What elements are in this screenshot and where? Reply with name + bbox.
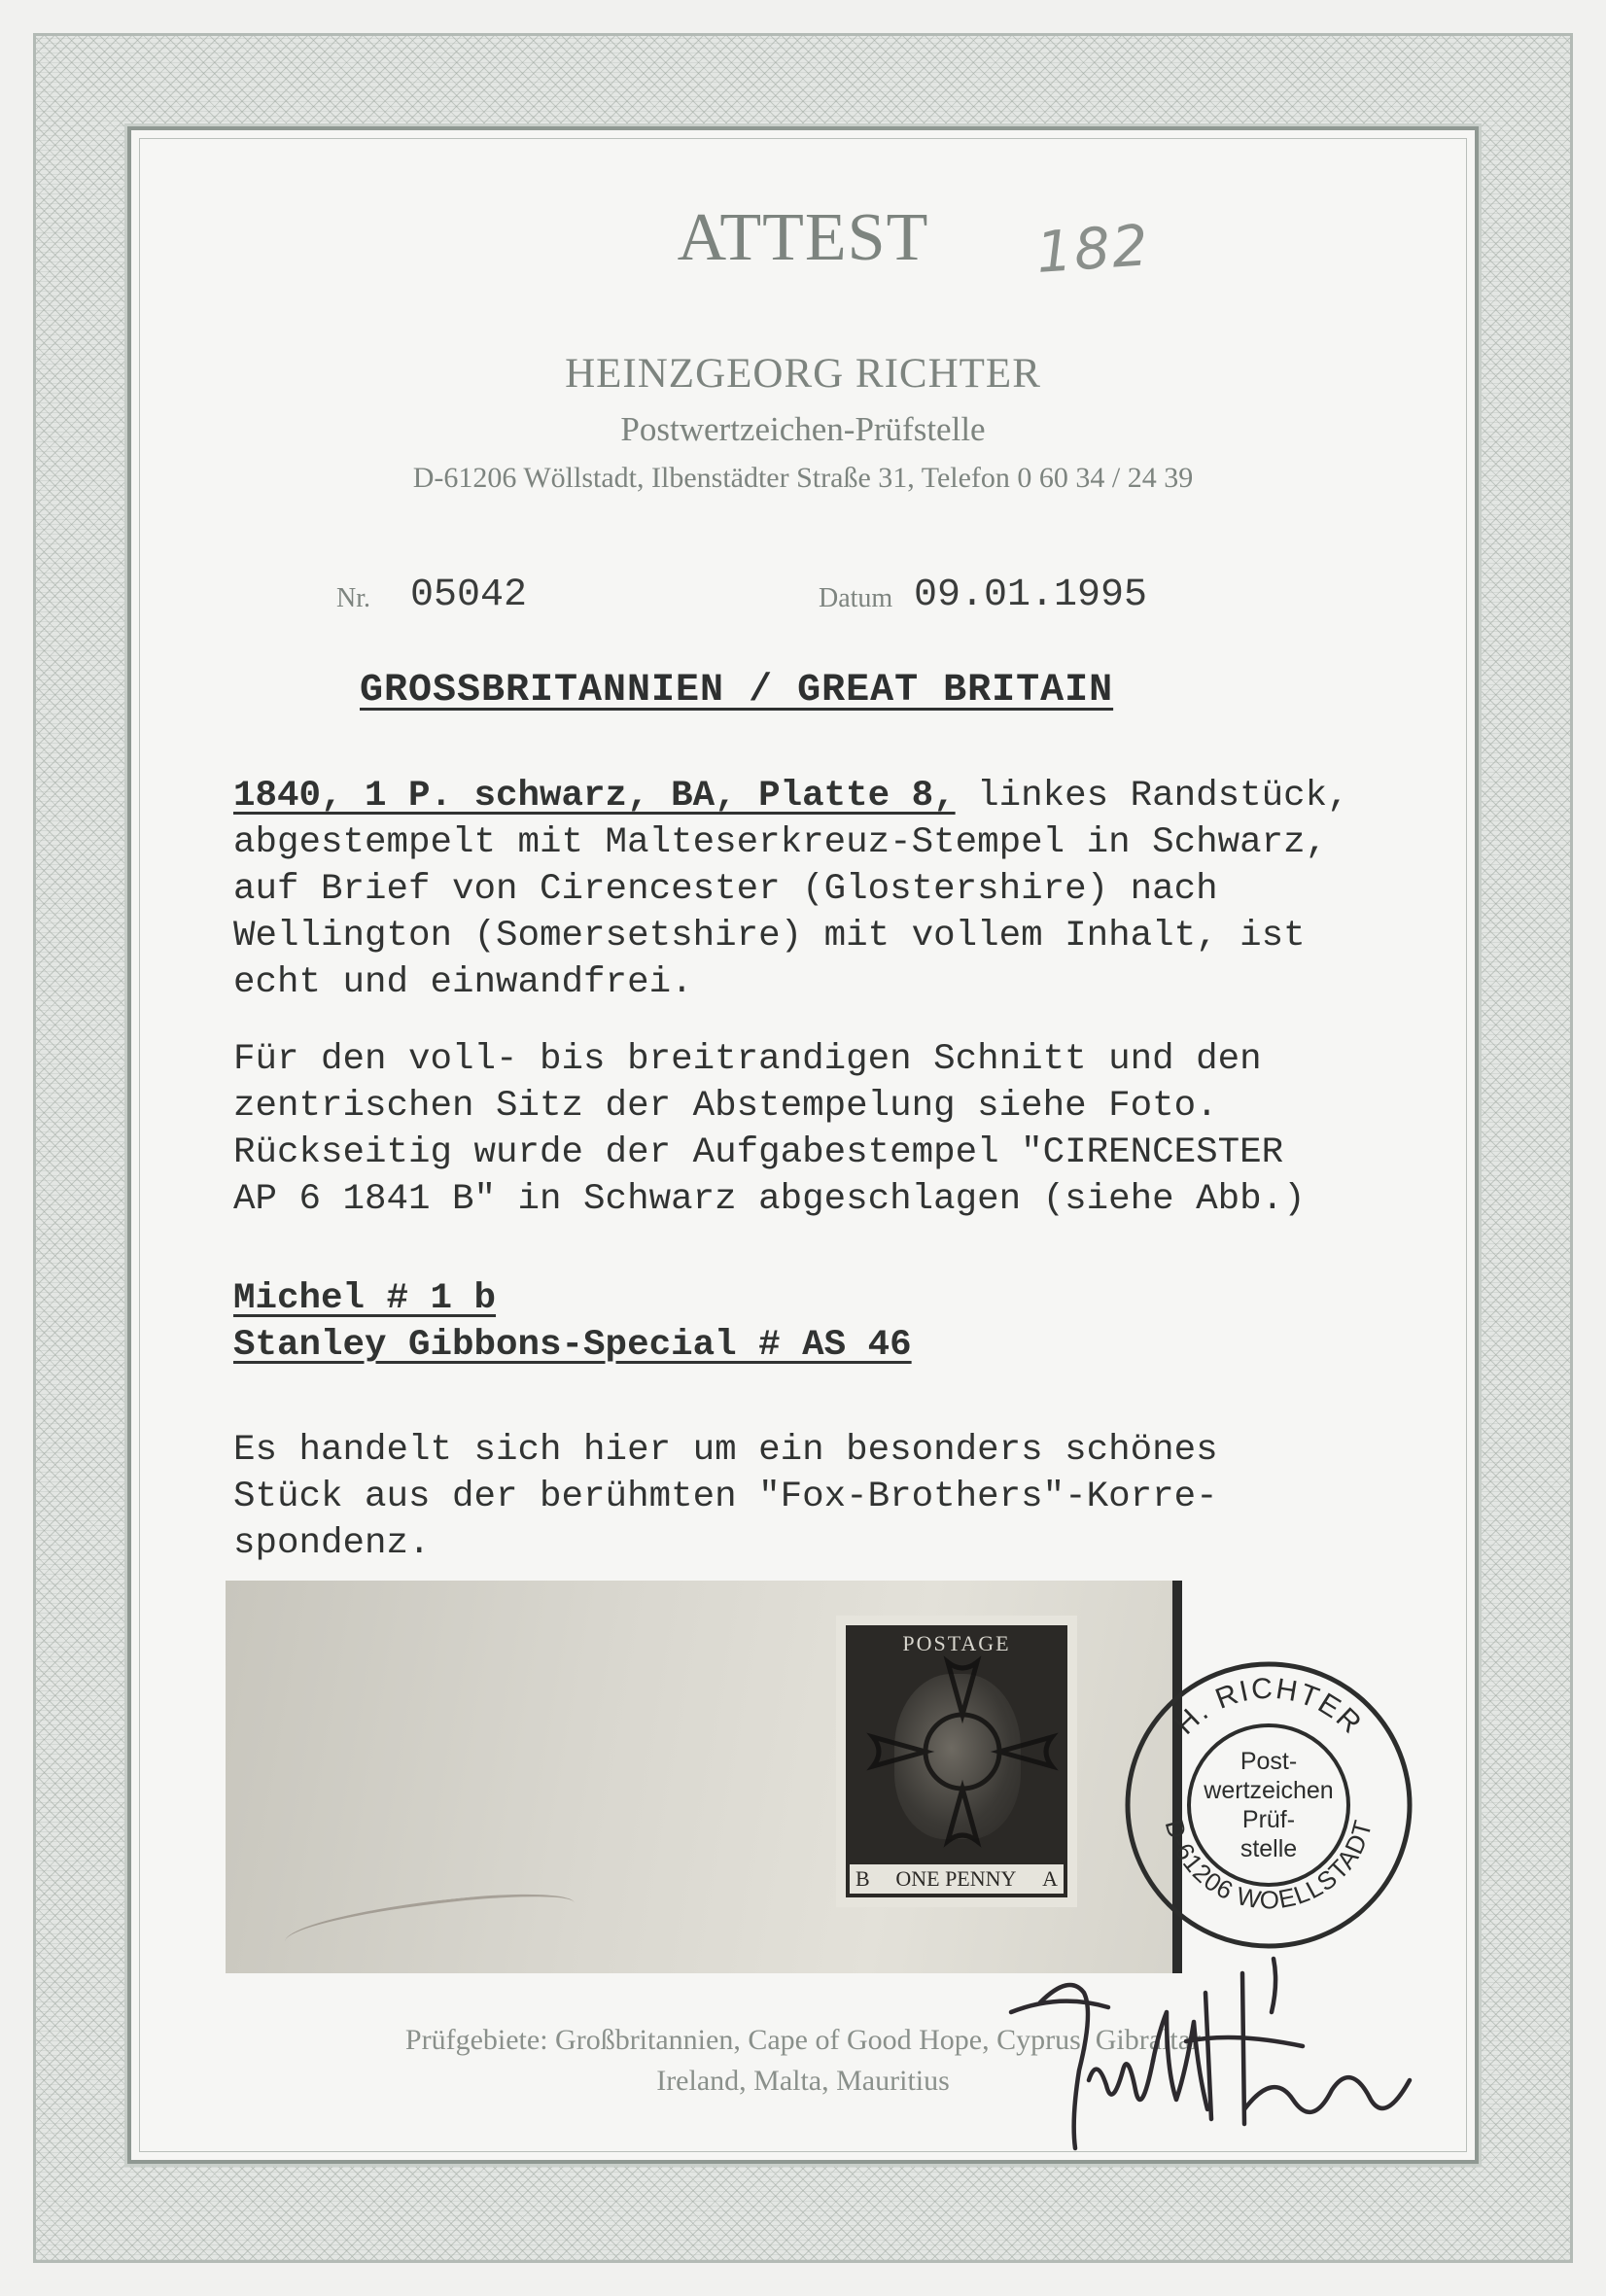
- description-line-0: linkes Randstück,: [955, 776, 1349, 817]
- seal-top-text: H. RICHTER: [1169, 1672, 1369, 1741]
- seal-line-1: Post-: [1239, 1748, 1298, 1775]
- cover-paper: [226, 1581, 1170, 1973]
- seal-line-4: stelle: [1239, 1835, 1298, 1862]
- description-line-4: echt und einwandfrei.: [233, 962, 693, 1003]
- stamp-top-label: POSTAGE: [902, 1631, 1011, 1655]
- seal-bottom-text: D-61206 WOELLSTADT: [1159, 1816, 1379, 1915]
- remark-line-1: Es handelt sich hier um ein besonders schönes: [233, 1430, 1218, 1471]
- catalog-numbers: [233, 1275, 912, 1369]
- margins-line-4: AP 6 1841 B" in Schwarz abgeschlagen (siehe Abb.): [233, 1179, 1306, 1220]
- description-line-2: auf Brief von Cirencester (Glostershire) nach: [233, 869, 1218, 910]
- margins-line-3: Rückseitig wurde der Aufgabestempel "CIRENCESTER: [233, 1132, 1284, 1173]
- datum-value: 09.01.1995: [914, 574, 1148, 617]
- handwriting-trace: [283, 1886, 577, 1958]
- expertise-areas-line-2: Ireland, Malta, Mauritius: [656, 2065, 950, 2097]
- penny-black-stamp: [836, 1616, 1077, 1907]
- country-heading: GROSSBRITANNIEN / GREAT BRITAIN: [360, 669, 1114, 713]
- remark-paragraph: [233, 1427, 1218, 1567]
- handwritten-number: 182: [1033, 212, 1152, 286]
- expertise-areas-line-1: Prüfgebiete: Großbritannien, Cape of Good Hope, Cyprus, Gibraltar: [404, 2024, 1202, 2056]
- remark-line-2: Stück aus der berühmten "Fox-Brothers"-Korre-: [233, 1477, 1218, 1517]
- datum-label: Datum: [819, 583, 893, 613]
- richter-seal-icon: [1118, 1654, 1419, 1956]
- stanley-gibbons-number: Stanley Gibbons-Special # AS 46: [233, 1325, 912, 1366]
- signature-icon: [982, 1954, 1439, 2177]
- remark-line-3: spondenz.: [233, 1523, 431, 1564]
- company-subtitle: Postwertzeichen-Prüfstelle: [620, 410, 986, 448]
- company-name: HEINZGEORG RICHTER: [565, 351, 1041, 397]
- nr-value: 05042: [410, 574, 528, 617]
- margins-paragraph: [233, 1036, 1306, 1223]
- margins-line-1: Für den voll- bis breitrandigen Schnitt und den: [233, 1039, 1262, 1080]
- seal-line-2: wertzeichen: [1204, 1777, 1334, 1804]
- description-line-1: abgestempelt mit Malteserkreuz-Stempel in Schwarz,: [233, 822, 1328, 863]
- description-line-3: Wellington (Somersetshire) mit vollem Inhalt, ist: [233, 916, 1306, 957]
- michel-number: Michel # 1 b: [233, 1278, 497, 1319]
- attest-title: ATTEST: [677, 200, 929, 275]
- company-address: D-61206 Wöllstadt, Ilbenstädter Straße 31, Telefon 0 60 34 / 24 39: [412, 462, 1194, 494]
- stamp-value-tablet: [850, 1864, 1064, 1894]
- cover-photo: [226, 1581, 1182, 1973]
- value-text: ONE PENNY: [895, 1866, 1017, 1891]
- stamp-designation: 1840, 1 P. schwarz, BA, Platte 8,: [233, 776, 956, 817]
- check-letter-right: A: [1042, 1866, 1058, 1891]
- check-letter-left: B: [855, 1866, 870, 1891]
- maltese-cross-cancel-icon: [865, 1654, 1060, 1849]
- margins-line-2: zentrischen Sitz der Abstempelung siehe Foto.: [233, 1086, 1218, 1127]
- description-paragraph: [233, 773, 1349, 1006]
- seal-line-3: Prüf-: [1241, 1806, 1296, 1833]
- nr-label: Nr.: [336, 583, 370, 613]
